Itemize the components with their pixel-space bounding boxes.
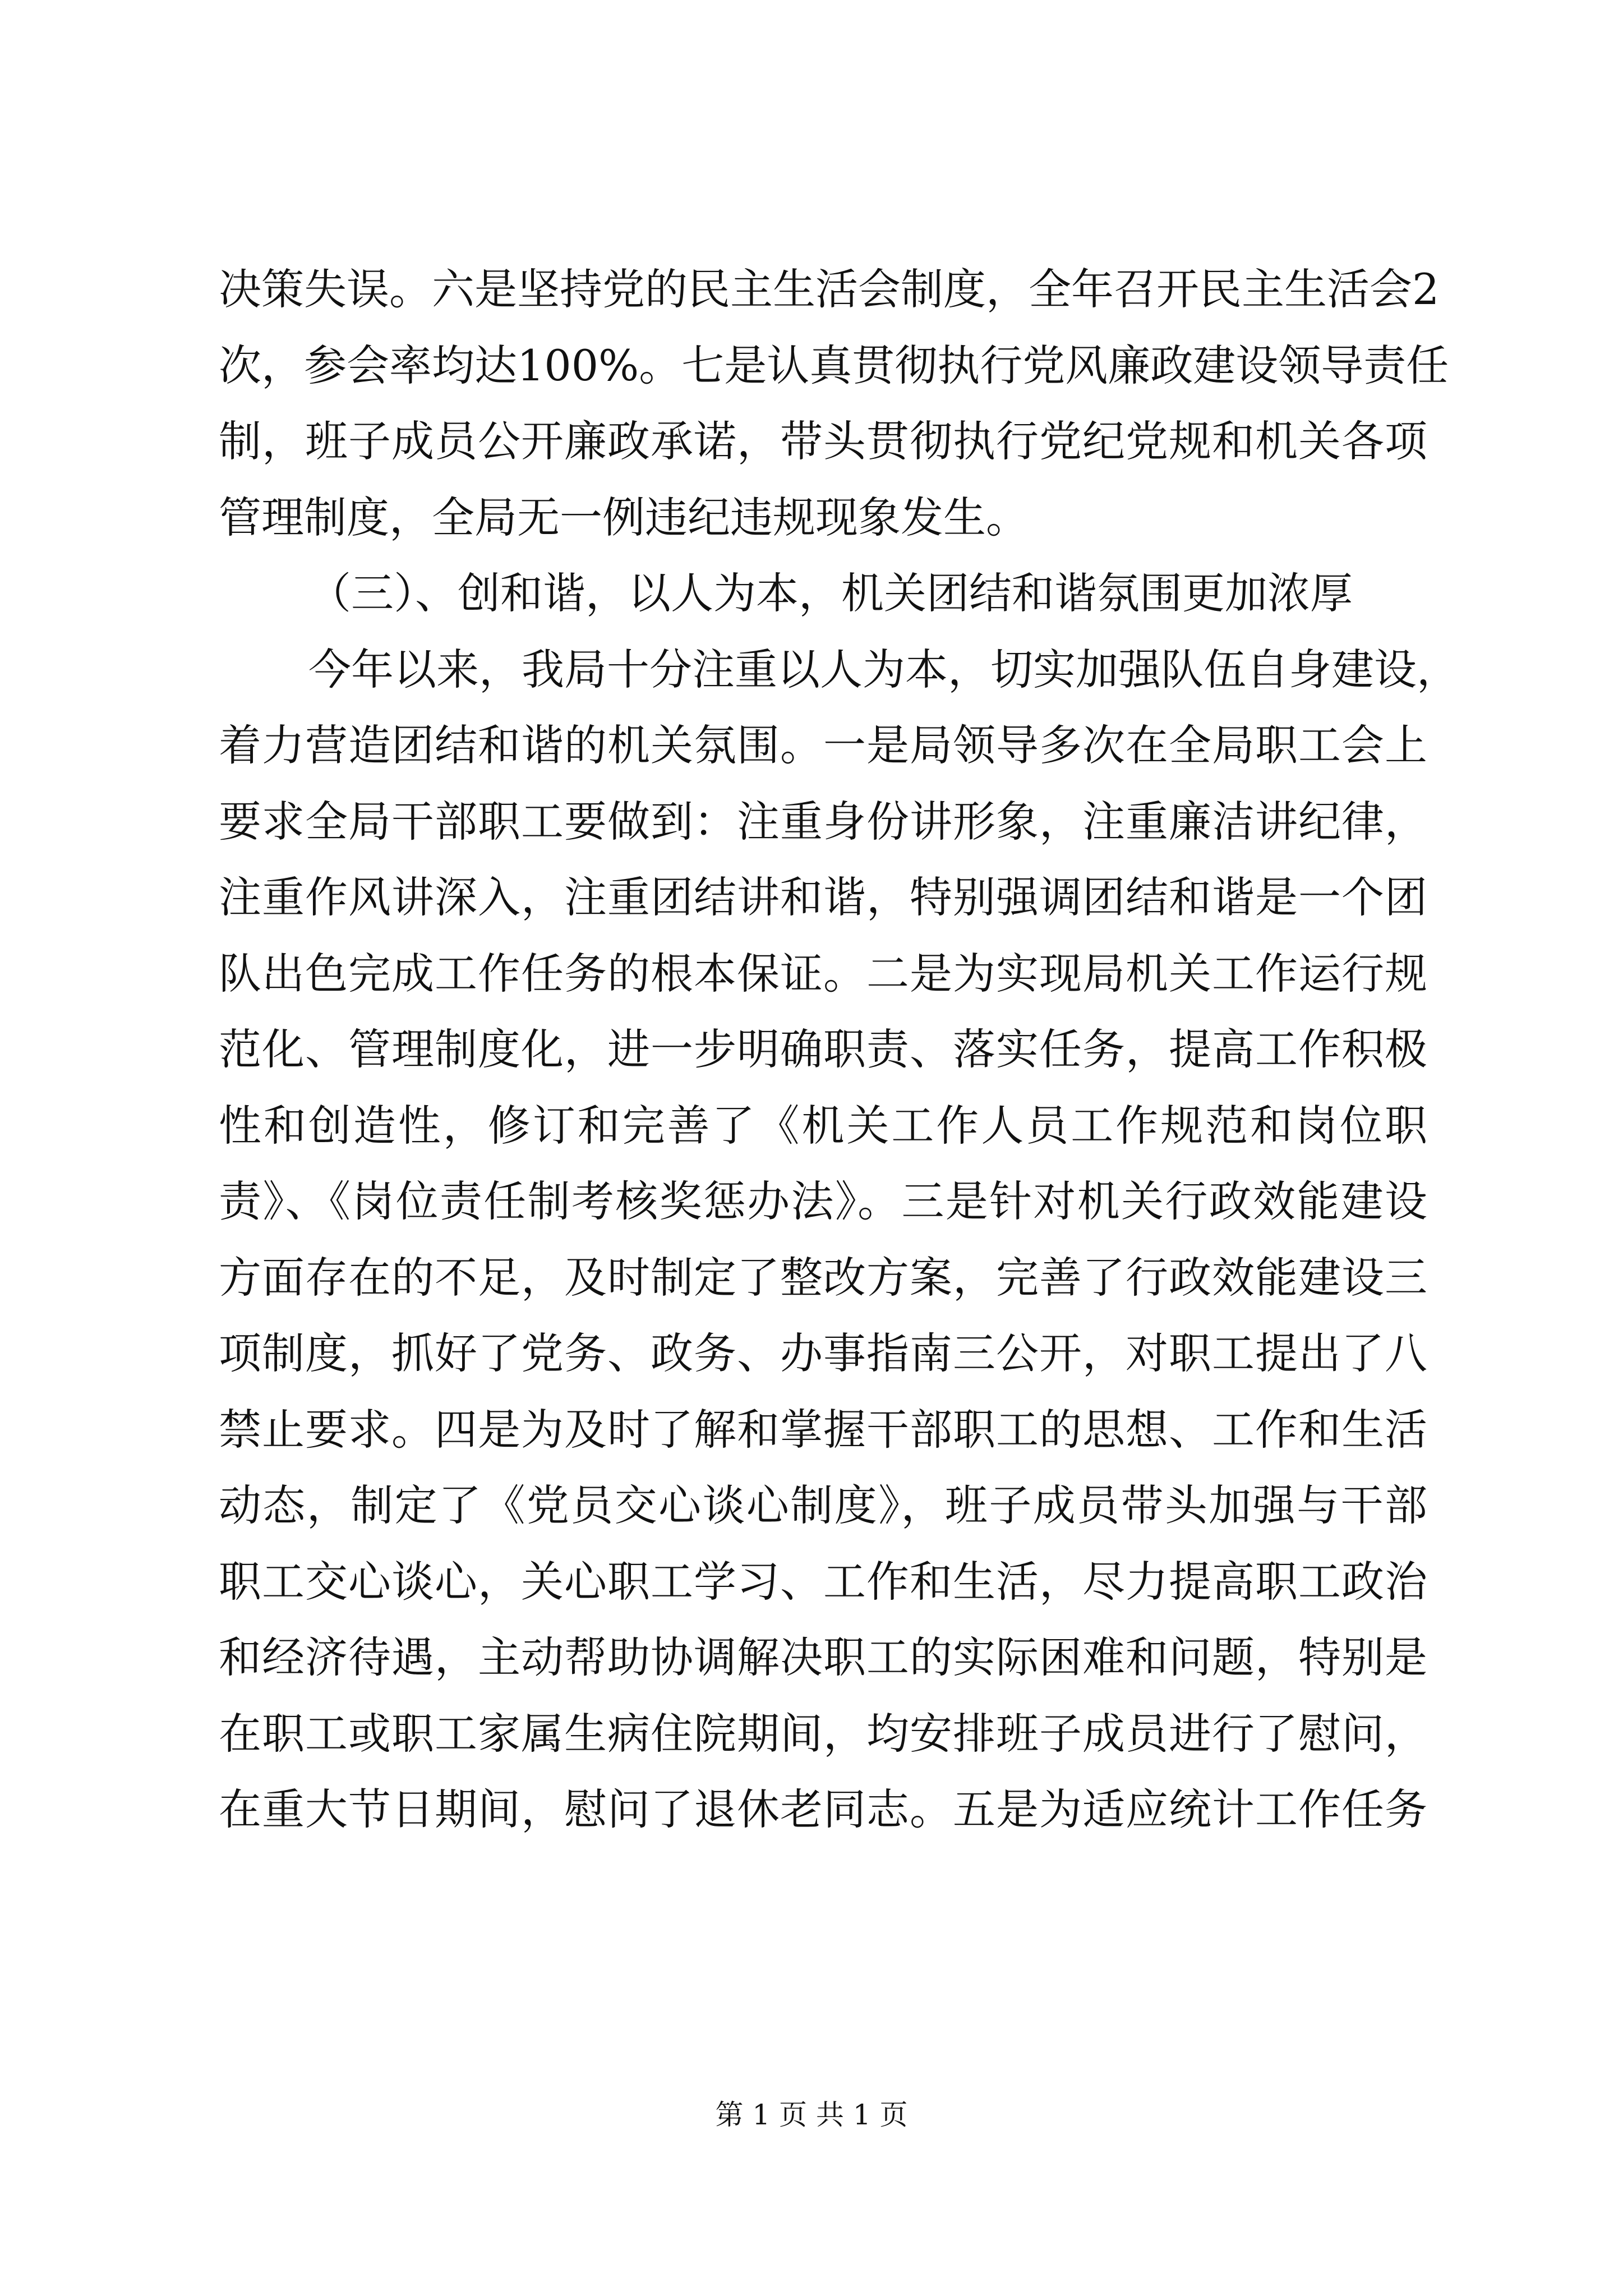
- text-line: 今年以来，我局十分注重以人为本，切实加强队伍自身建设，: [308, 644, 1459, 694]
- text-line: 要求全局干部职工要做到：注重身份讲形象，注重廉洁讲纪律，: [219, 796, 1427, 846]
- text-line: 制，班子成员公开廉政承诺，带头贯彻执行党纪党规和机关各项: [219, 416, 1427, 466]
- text-line: 范化、管理制度化，进一步明确职责、落实任务，提高工作积极: [219, 1024, 1427, 1074]
- text-line: 决策失误。六是坚持党的民主生活会制度，全年召开民主生活会2: [219, 264, 1440, 314]
- text-line: 禁止要求。四是为及时了解和掌握干部职工的思想、工作和生活: [219, 1404, 1427, 1455]
- page-number: 第 1 页 共 1 页: [715, 2099, 908, 2131]
- text-line: 在重大节日期间，慰问了退休老同志。五是为适应统计工作任务: [219, 1784, 1427, 1834]
- text-line: 项制度，抓好了党务、政务、办事指南三公开，对职工提出了八: [219, 1328, 1427, 1378]
- text-line: 队出色完成工作任务的根本保证。二是为实现局机关工作运行规: [219, 948, 1427, 999]
- text-line: 在职工或职工家属生病住院期间，均安排班子成员进行了慰问，: [219, 1708, 1427, 1759]
- text-line: 责》、《岗位责任制考核奖惩办法》。三是针对机关行政效能建设: [219, 1176, 1427, 1226]
- text-line: 方面存在的不足，及时制定了整改方案，完善了行政效能建设三: [219, 1252, 1427, 1303]
- text-line: 和经济待遇，主动帮助协调解决职工的实际困难和问题，特别是: [219, 1632, 1427, 1682]
- text-line: 管理制度，全局无一例违纪违规现象发生。: [219, 492, 1029, 542]
- section-heading: （三）、创和谐，以人为本，机关团结和谐氛围更加浓厚: [308, 568, 1353, 618]
- page-footer: [0, 2092, 1623, 2133]
- document-body: [219, 251, 1459, 1848]
- text-line: 职工交心谈心，关心职工学习、工作和生活，尽力提高职工政治: [219, 1556, 1427, 1607]
- text-line: 动态，制定了《党员交心谈心制度》，班子成员带头加强与干部: [219, 1480, 1427, 1530]
- text-line: 次，参会率均达100%。七是认真贯彻执行党风廉政建设领导责任: [219, 340, 1449, 390]
- text-line: 性和创造性，修订和完善了《机关工作人员工作规范和岗位职: [219, 1100, 1427, 1151]
- text-line: 着力营造团结和谐的机关氛围。一是局领导多次在全局职工会上: [219, 720, 1427, 770]
- text-line: 注重作风讲深入，注重团结讲和谐，特别强调团结和谐是一个团: [219, 872, 1427, 922]
